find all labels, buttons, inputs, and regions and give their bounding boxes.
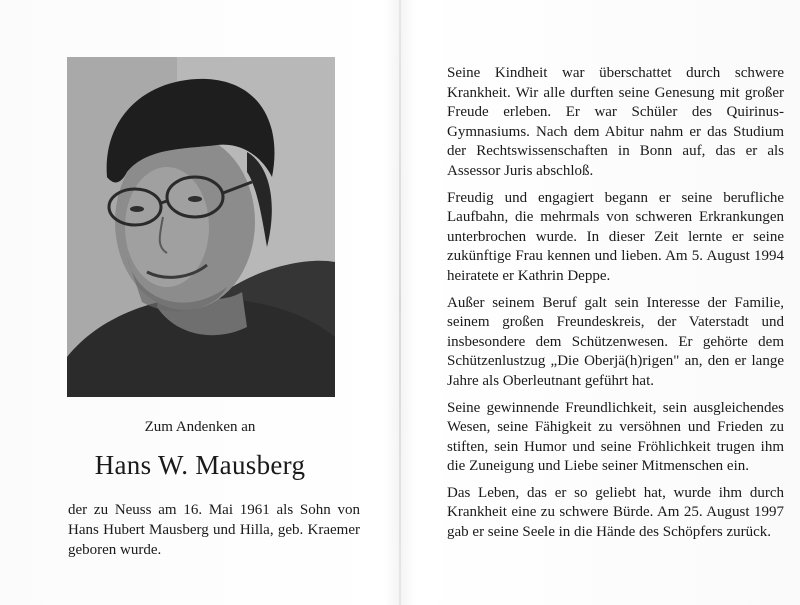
paragraph-death: Das Leben, das er so geliebt hat, wurde ihm durch Krankheit eine zu schwere Bürde. Am 25. August 1997 gab er seine Seele in die Hände des Schöpfers zurück. [447, 484, 784, 541]
paragraph-career: Freudig und engagiert begann er seine berufliche Laufbahn, die mehrmals von schweren Erkrankungen unterbrochen wurde. In dieser Zeit lernte er seine zukünftige Frau kennen und lieben. Am 5. August 1994 heiratete er Kathrin Deppe. [447, 189, 784, 284]
paragraph-character: Seine gewinnende Freundlichkeit, sein ausgleichendes Wesen, seine Fähigkeit zu versöhnen und Frieden zu stiften, sein Humor und seine Fröhlichkeit trugen ihm die Zuneigung und Liebe seiner Mitmenschen ein. [447, 399, 784, 475]
intro-text: Zum Andenken an [144, 419, 256, 435]
paragraph-childhood: Seine Kindheit war überschattet durch schwere Krankheit. Wir alle durften seine Genesung mit großer Freude erleben. Er war Schüler des Quirinus-Gymnasiums. Nach dem Abitur nahm er das Studium der Rechtswissenschaften in Bonn auf, das er als Assessor Juris abschloß. [447, 65, 784, 179]
portrait-photo [67, 57, 335, 397]
paragraph-interests: Außer seinem Beruf galt sein Interesse der Familie, seinem großen Freundeskreis, der Vaterstadt und insbesondere dem Schützenwesen. Er gehörte dem Schützenlustzug „Die Oberjä(h)rigen" an, den er lange Jahre als Oberleutnant geführt hat. [447, 294, 784, 389]
birth-text: der zu Neuss am 16. Mai 1961 als Sohn von Hans Hubert Mausberg und Hilla, geb. Kraemer geboren wurde. [68, 502, 360, 558]
deceased-name: Hans W. Mausberg [94, 450, 306, 480]
right-panel [447, 64, 784, 550]
